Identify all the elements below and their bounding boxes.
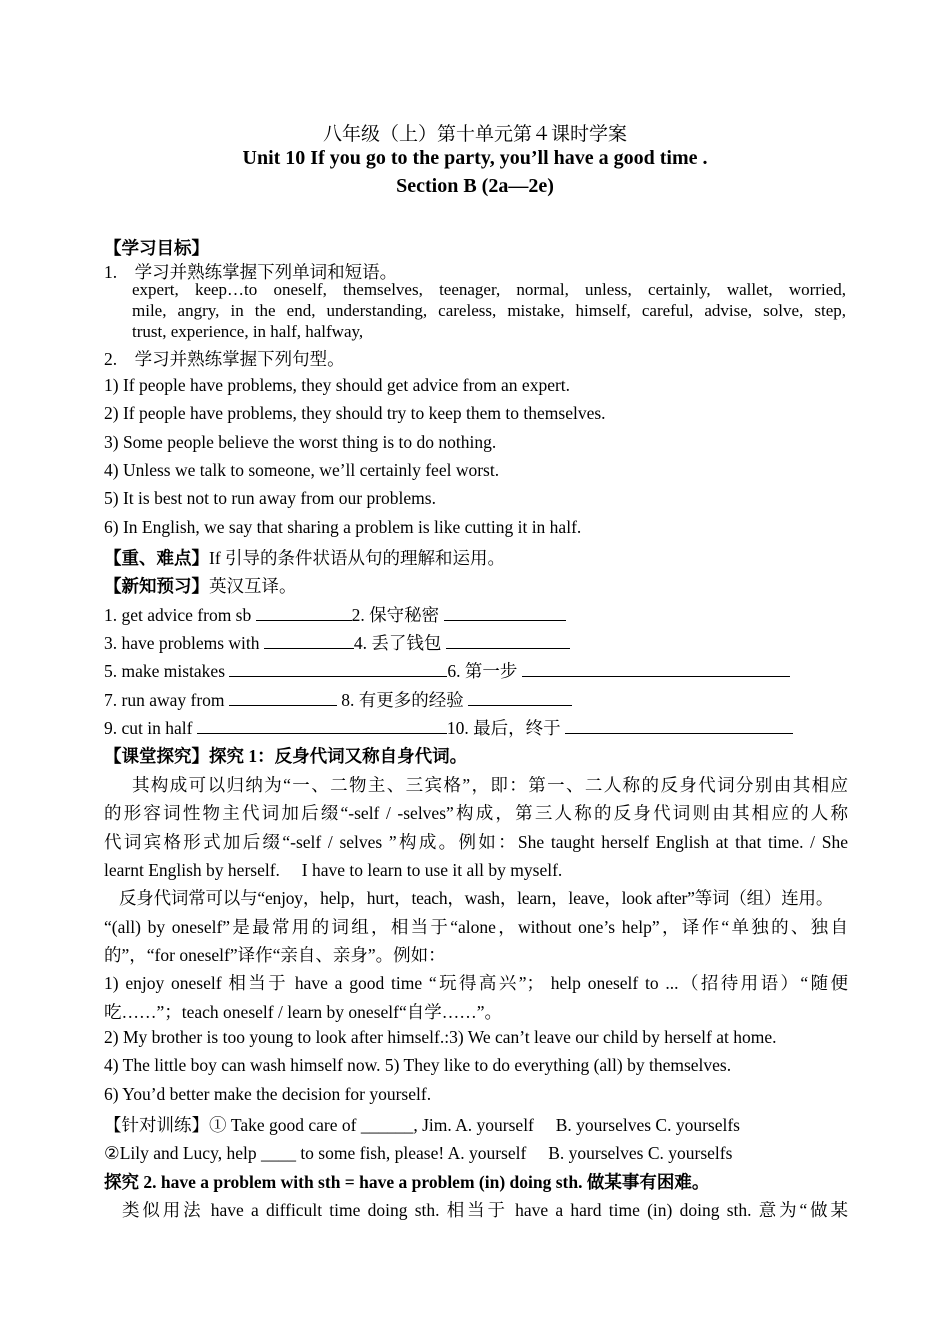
paragraph-1-line-1: 其构成可以归纳为“一、二物主、三宾格”，即：第一、二人称的反身代词分别由其相应 bbox=[132, 775, 848, 795]
goals-heading: 【学习目标】 bbox=[104, 238, 209, 258]
explore-2-line-1: 类似用法 have a difficult time doing sth. 相当于 have a hard time (in) doing sth. 意为“做某 bbox=[122, 1200, 848, 1220]
focus-line bbox=[104, 545, 505, 570]
preview-q5: 5. make mistakes bbox=[104, 661, 230, 681]
preview-row-3 bbox=[104, 658, 790, 683]
sentence-3: 3) Some people believe the worst thing is to do nothing. bbox=[104, 432, 497, 452]
preview-line bbox=[104, 573, 297, 598]
practice-question-1: 【针对训练】① Take good care of ______, Jim. A. yourself B. yourselves C. yourselfs bbox=[104, 1115, 740, 1135]
preview-q10: 10. 最后，终于 bbox=[446, 718, 565, 738]
sentence-5: 5) It is best not to run away from our problems. bbox=[104, 488, 436, 508]
focus-label: 【重、难点】 bbox=[104, 548, 209, 568]
example-1-line-1: 1) enjoy oneself 相当于 have a good time “玩得高兴”； help oneself to ...（招待用语）“随便 bbox=[104, 973, 848, 993]
unit-title: Unit 10 If you go to the party, you’ll have a good time . bbox=[242, 147, 708, 169]
preview-label: 【新知预习】 bbox=[104, 576, 209, 596]
preview-q9: 9. cut in half bbox=[104, 718, 197, 738]
section-title: Section B (2a—2e) bbox=[396, 175, 554, 197]
explore-2-heading: 探究 2. have a problem with sth = have a problem (in) doing sth. 做某事有困难。 bbox=[104, 1172, 710, 1192]
answer-blank[interactable] bbox=[444, 604, 566, 621]
preview-q7: 7. run away from bbox=[104, 690, 229, 710]
paragraph-2-line-3: 的”，“for oneself”译作“亲自、亲身”。例如： bbox=[104, 945, 446, 965]
preview-q3: 3. have problems with bbox=[104, 633, 264, 653]
worksheet-title-cn: 八年级（上）第十单元第４课时学案 bbox=[322, 124, 627, 145]
vocab-line-3: trust, experience, in half, halfway, bbox=[132, 322, 364, 341]
preview-q1: 1. get advice from sb bbox=[104, 605, 256, 625]
goals-item-2: 2. 学习并熟练掌握下列句型。 bbox=[104, 349, 345, 369]
example-3: 4) The little boy can wash himself now. 5) They like to do everything (all) by themselves. bbox=[104, 1055, 732, 1075]
preview-text: 英汉互译。 bbox=[209, 576, 297, 596]
preview-q6: 6. 第一步 bbox=[447, 661, 522, 681]
paragraph-2-line-2: “(all) by oneself”是最常用的词组，相当于“alone，without one’s help”，译作“单独的、独自 bbox=[104, 917, 848, 937]
preview-row-1 bbox=[104, 602, 566, 627]
vocab-line-1: expert, keep…to oneself, themselves, teenager, normal, unless, certainly, wallet, worried, bbox=[132, 280, 846, 299]
example-4: 6) You’d better make the decision for yourself. bbox=[104, 1084, 432, 1104]
practice-question-2: ②Lily and Lucy, help ____ to some fish, please! A. yourself B. yourselves C. yourselfs bbox=[104, 1143, 733, 1163]
explore-heading-line bbox=[104, 743, 467, 768]
preview-q4: 4. 丢了钱包 bbox=[353, 633, 446, 653]
paragraph-2-line-1: 反身代词常可以与“enjoy，help，hurt，teach，wash，learn，leave，look after”等词（组）连用。 bbox=[119, 888, 834, 908]
answer-blank[interactable] bbox=[256, 604, 352, 621]
answer-blank[interactable] bbox=[522, 660, 790, 677]
preview-q8: 8. 有更多的经验 bbox=[336, 690, 469, 710]
preview-row-4 bbox=[104, 687, 572, 712]
example-1-line-2: 吃……”；teach oneself / learn by oneself“自学……”。 bbox=[104, 1002, 502, 1022]
goals-item-1: 1. 学习并熟练掌握下列单词和短语。 bbox=[104, 262, 398, 282]
preview-q2: 2. 保守秘密 bbox=[351, 605, 444, 625]
sentence-1: 1) If people have problems, they should get advice from an expert. bbox=[104, 375, 571, 395]
sentence-4: 4) Unless we talk to someone, we’ll certainly feel worst. bbox=[104, 460, 500, 480]
sentence-6: 6) In English, we say that sharing a problem is like cutting it in half. bbox=[104, 517, 582, 537]
answer-blank[interactable] bbox=[229, 689, 337, 706]
example-2: 2) My brother is too young to look after himself.:3) We can’t leave our child by herself at home. bbox=[104, 1027, 777, 1047]
paragraph-1-line-3: 代词宾格形式加后缀“-self / selves ”构成。例如：She taught herself English at that time. / She bbox=[104, 832, 848, 852]
answer-blank[interactable] bbox=[197, 717, 447, 734]
explore-label: 【课堂探究】 bbox=[104, 746, 209, 766]
vocab-line-2: mile, angry, in the end, understanding, careless, mistake, himself, careful, advise, solve, step, bbox=[132, 301, 846, 320]
answer-blank[interactable] bbox=[565, 717, 793, 734]
focus-text: If 引导的条件状语从句的理解和运用。 bbox=[209, 548, 506, 568]
answer-blank[interactable] bbox=[468, 689, 572, 706]
paragraph-1-line-4: learnt English by herself. I have to learn to use it all by myself. bbox=[104, 860, 563, 880]
answer-blank[interactable] bbox=[446, 632, 570, 649]
answer-blank[interactable] bbox=[264, 632, 354, 649]
paragraph-1-line-2: 的形容词性物主代词加后缀“-self / -selves”构成，第三人称的反身代词则由其相应的人称 bbox=[104, 803, 848, 823]
explore-topic-1: 探究 1：反身代词又称自身代词。 bbox=[209, 746, 468, 766]
answer-blank[interactable] bbox=[229, 660, 447, 677]
sentence-2: 2) If people have problems, they should try to keep them to themselves. bbox=[104, 403, 606, 423]
preview-row-5 bbox=[104, 715, 793, 740]
preview-row-2 bbox=[104, 630, 570, 655]
